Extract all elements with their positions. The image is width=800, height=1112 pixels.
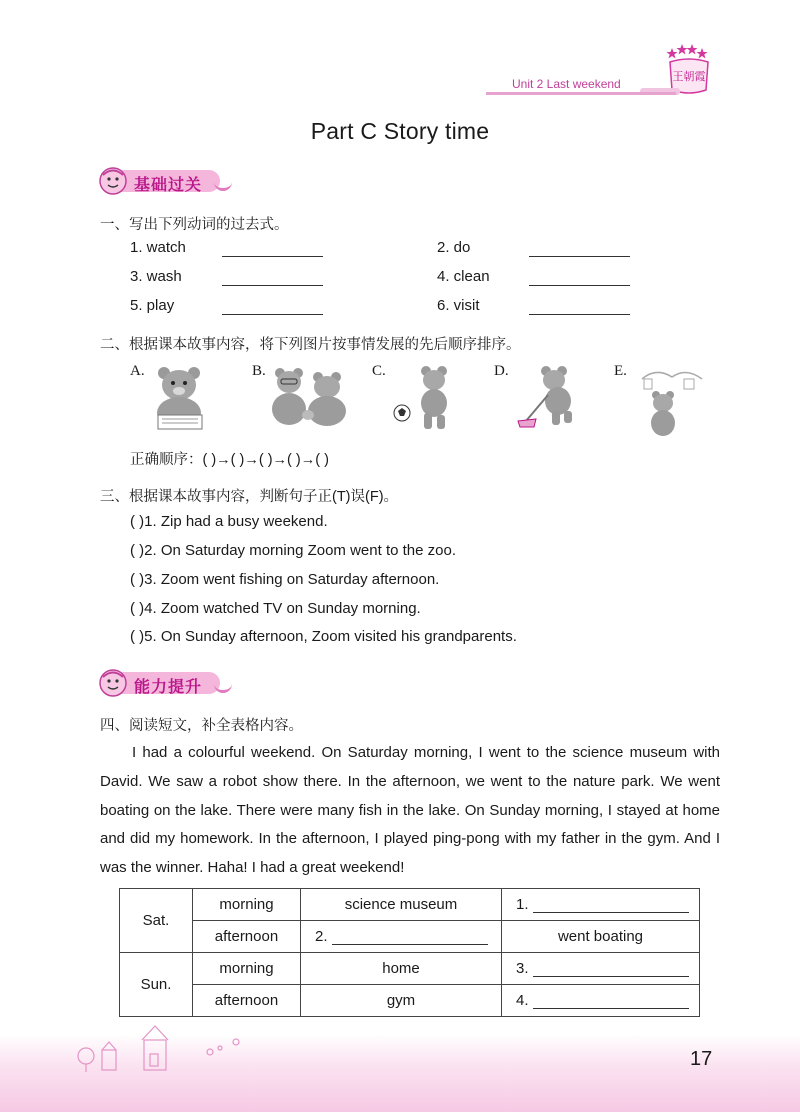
table-blank-cell-4[interactable]: 4.: [502, 985, 700, 1017]
section-banner-basic: [98, 166, 238, 196]
answer-blank-2[interactable]: [529, 256, 630, 257]
bear-football-icon: [390, 365, 454, 431]
section-banner-advanced: [98, 668, 238, 698]
question-4-heading: 四、阅读短文，补全表格内容。: [100, 718, 303, 734]
picture-label-c: C.: [372, 363, 386, 379]
banner-label: 基础过关: [134, 177, 203, 194]
reading-passage: [100, 739, 720, 883]
verb-item-5: 5. play: [130, 297, 175, 314]
badge-text: 王朝霞: [672, 70, 706, 83]
picture-label-d: D.: [494, 363, 509, 379]
banner-label: 能力提升: [134, 679, 203, 696]
true-false-item-3: ( )3. Zoom went fishing on Saturday afternoon.: [130, 571, 440, 588]
verb-item-3: 3. wash: [130, 268, 182, 285]
correct-order-line: 正确顺序：( )→( )→( )→( )→( ): [130, 452, 329, 468]
picture-label-b: B.: [252, 363, 266, 379]
page-title: Part C Story time: [310, 118, 490, 144]
cartoon-face-icon: [98, 668, 128, 698]
verb-item-2: 2. do: [437, 239, 471, 256]
table-place-cell: gym: [301, 985, 502, 1017]
question-2-heading: 二、根据课本故事内容，将下列图片按事情发展的先后顺序排序。: [100, 337, 521, 353]
bears-watching-icon: [268, 365, 352, 427]
answer-blank-1[interactable]: [222, 256, 323, 257]
question-3-heading: 三、根据课本故事内容，判断句子正(T)误(F)。: [100, 489, 399, 505]
true-false-item-5: ( )5. On Sunday afternoon, Zoom visited his grandparents.: [130, 628, 517, 645]
castle-decoration-icon: [70, 1022, 250, 1072]
table-row: [120, 921, 700, 953]
question-1-heading: 一、写出下列动词的过去式。: [100, 217, 289, 233]
table-time-cell: morning: [193, 953, 301, 985]
bear-visiting-icon: [636, 365, 706, 437]
true-false-item-1: ( )1. Zip had a busy weekend.: [130, 513, 328, 530]
table-day-cell: Sat.: [120, 889, 193, 953]
table-row: [120, 953, 700, 985]
table-time-cell: morning: [193, 889, 301, 921]
table-place-cell: home: [301, 953, 502, 985]
unit-label: Unit 2 Last weekend: [512, 77, 621, 91]
bear-cleaning-icon: [512, 365, 582, 431]
picture-label-e: E.: [614, 363, 627, 379]
table-blank-cell-1[interactable]: 1.: [502, 889, 700, 921]
true-false-item-4: ( )4. Zoom watched TV on Sunday morning.: [130, 600, 421, 617]
true-false-item-2: ( )2. On Saturday morning Zoom went to the zoo.: [130, 542, 456, 559]
passage-text: I had a colourful weekend. On Saturday morning, I went to the science museum with David. We saw a robot show there. In the afternoon, we went to the nature park. We went boating on the lake. There were many fish in the lake. On Sunday morning, I stayed at home and did my homework. In the afternoon, I played ping-pong with my father in the gym. And I was the winner. Haha! I had a great weekend!: [100, 744, 720, 877]
cartoon-face-icon: [98, 166, 128, 196]
table-time-cell: afternoon: [193, 985, 301, 1017]
table-blank-cell-2[interactable]: 2.: [301, 921, 502, 953]
table-blank-cell-3[interactable]: 3.: [502, 953, 700, 985]
answer-blank-3[interactable]: [222, 285, 323, 286]
answer-blank-6[interactable]: [529, 314, 630, 315]
picture-label-a: A.: [130, 363, 145, 379]
page-number: 17: [690, 1048, 713, 1070]
table-row: [120, 889, 700, 921]
verb-item-6: 6. visit: [437, 297, 480, 314]
verb-item-4: 4. clean: [437, 268, 490, 285]
verb-item-1: 1. watch: [130, 239, 186, 256]
table-day-cell: Sun.: [120, 953, 193, 1017]
table-place-cell: science museum: [301, 889, 502, 921]
table-activity-cell: went boating: [502, 921, 700, 953]
header-rule: [486, 92, 676, 95]
weekend-table: [119, 888, 700, 1017]
answer-blank-4[interactable]: [529, 285, 630, 286]
answer-blank-5[interactable]: [222, 314, 323, 315]
bear-reading-icon: [150, 365, 210, 433]
table-time-cell: afternoon: [193, 921, 301, 953]
table-row: [120, 985, 700, 1017]
